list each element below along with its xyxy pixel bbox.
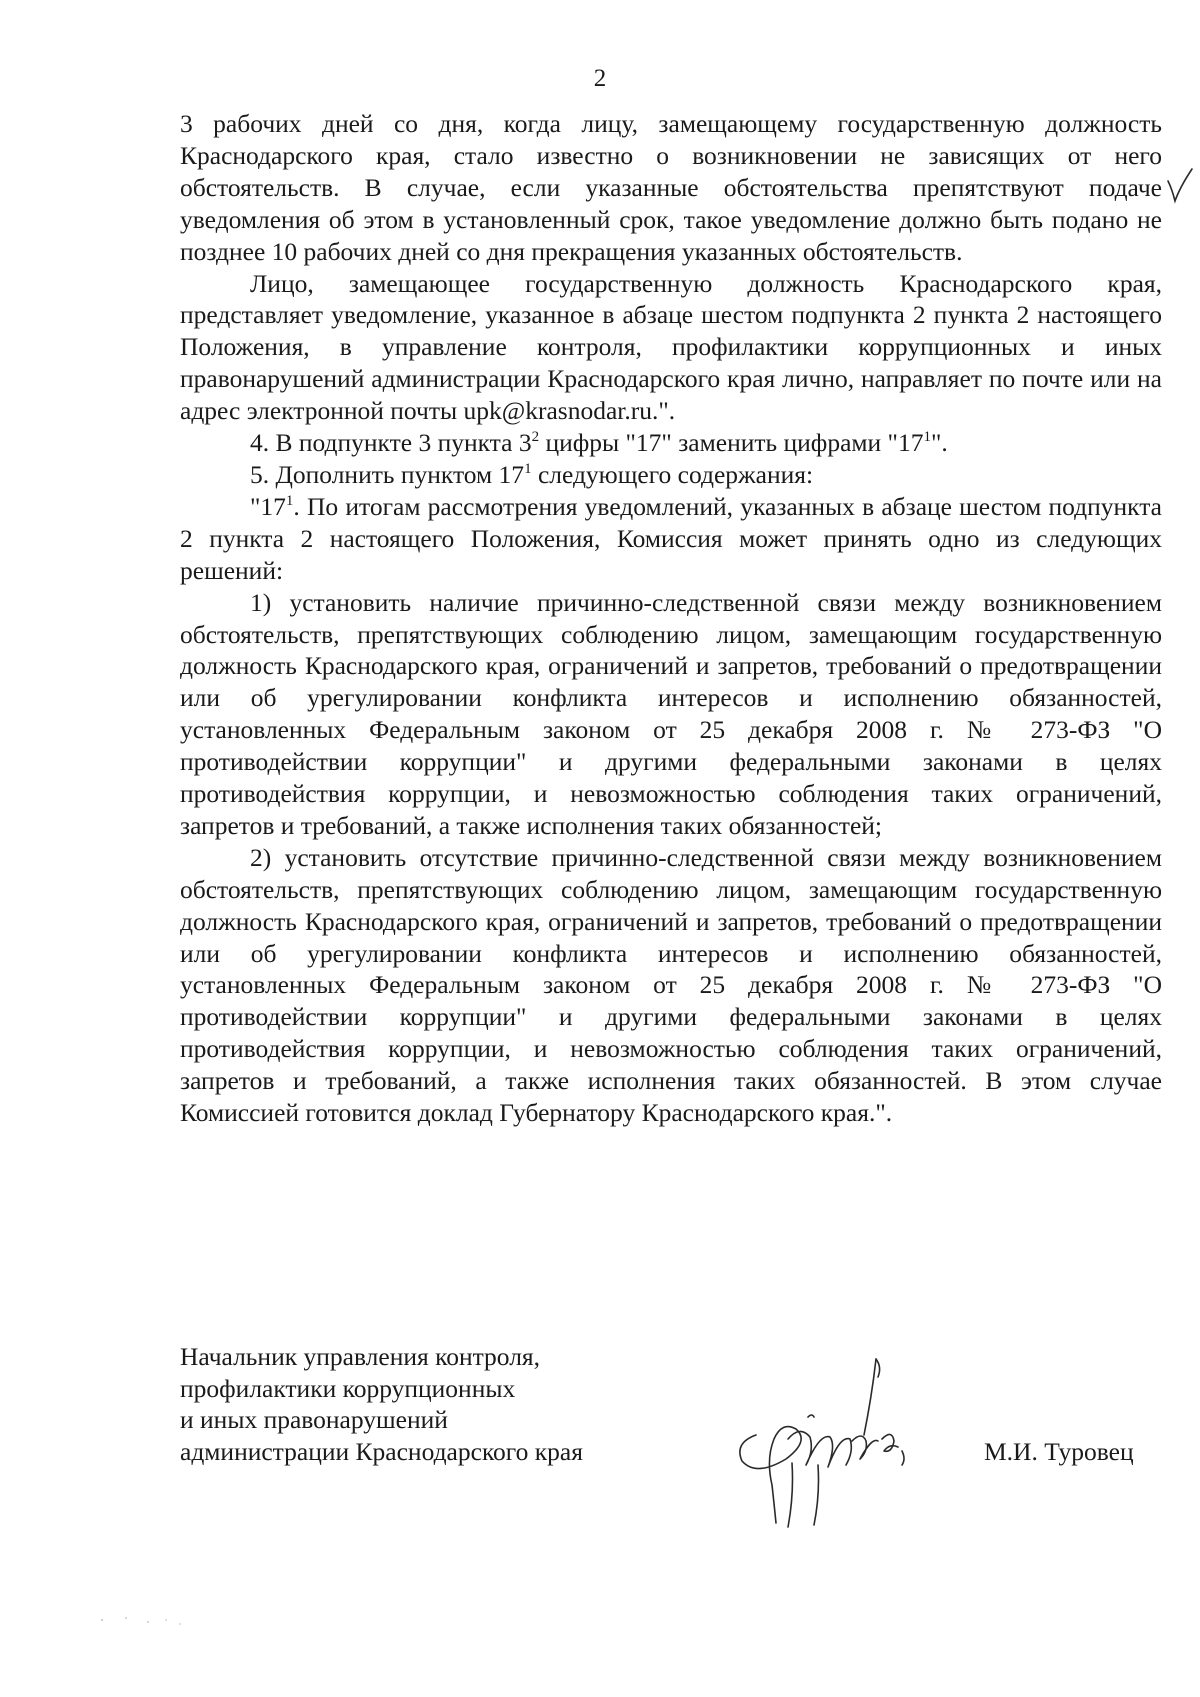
page-number: 2 — [593, 65, 607, 92]
text-fragment: цифры "17" заменить цифрами "17 — [539, 428, 924, 458]
decision-item-2: 2) установить отсутствие причинно-следственной связи между возникновением обстоятельств, препятствующих соблюдению лицом, замещающим государственную должность Краснодарского края, ограничений и запретов, требований о предотвращении или об урегулировании конфликта интересов и исполнению обязанностей, установленных Федеральным законом от 25 декабря 2008 г. № 273-ФЗ "О противодействии коррупции" и другими федеральными законами в целях противодействия коррупции, и невозможностью соблюдения таких ограничений, запретов и требований, а также исполнения таких обязанностей. В этом случае Комиссией готовится доклад Губернатору Краснодарского края.". — [180, 842, 1162, 1128]
superscript: 1 — [285, 492, 294, 509]
signatory-title-line: и иных правонарушений — [180, 1405, 448, 1434]
text-fragment: 4. В подпункте 3 пункта 3 — [250, 428, 532, 458]
superscript: 1 — [923, 429, 931, 446]
signatory-title-line: Начальник управления контроля, — [180, 1342, 541, 1371]
superscript: 2 — [531, 429, 540, 446]
document-body — [180, 108, 1162, 1129]
text-fragment: "17 — [250, 491, 286, 521]
paragraph: 3 рабочих дней со дня, когда лицу, замещающему государственную должность Краснодарского края, стало известно о возникновении не зависящих от него обстоятельств. В случае, если указанные обстоятельства препятствуют подаче уведомления об этом в установленный срок, такое уведомление должно быть подано не позднее 10 рабочих дней со дня прекращения указанных обстоятельств. — [180, 109, 1162, 266]
handwritten-check-mark — [1166, 167, 1194, 205]
signatory-title-line: администрации Краснодарского края — [180, 1436, 583, 1466]
decision-item-1: 1) установить наличие причинно-следственной связи между возникновением обстоятельств, препятствующих соблюдению лицом, замещающим государственную должность Краснодарского края, ограничений и запретов, требований о предотвращении или об урегулировании конфликта интересов и исполнению обязанностей, установленных Федеральным законом от 25 декабря 2008 г. № 273-ФЗ "О противодействии коррупции" и другими федеральными законами в целях противодействия коррупции, и невозможностью соблюдения таких ограничений, запретов и требований, а также исполнения таких обязанностей; — [180, 587, 1162, 840]
text-fragment: следующего содержания: — [531, 459, 814, 489]
paragraph-amendment-4 — [180, 427, 1162, 459]
paragraph-point-17-1 — [180, 491, 1162, 587]
handwritten-signature — [726, 1355, 926, 1530]
superscript: 1 — [524, 460, 532, 477]
text-fragment: 5. Дополнить пунктом 17 — [250, 459, 525, 489]
text-fragment: ". — [930, 428, 948, 458]
paragraph: Лицо, замещающее государственную должность Краснодарского края, представляет уведомление, указанное в абзаце шестом подпункта 2 пункта 2 настоящего Положения, в управление контроля, профилактики коррупционных и иных правонарушений администрации Краснодарского края лично, направляет по почте или на адрес электронной почты upk@krasnodar.ru.". — [180, 268, 1162, 426]
signer-name: М.И. Туровец — [984, 1437, 1134, 1466]
signatory-title — [180, 1341, 583, 1467]
paragraph-amendment-5 — [180, 459, 1162, 491]
text-fragment: . По итогам рассмотрения уведомлений, указанных в абзаце шестом подпункта 2 пункта 2 настоящего Положения, Комиссия может принять одно из следующих решений: — [180, 491, 1162, 585]
scan-noise-marks — [96, 1598, 186, 1628]
signatory-title-line: профилактики коррупционных — [180, 1373, 516, 1403]
